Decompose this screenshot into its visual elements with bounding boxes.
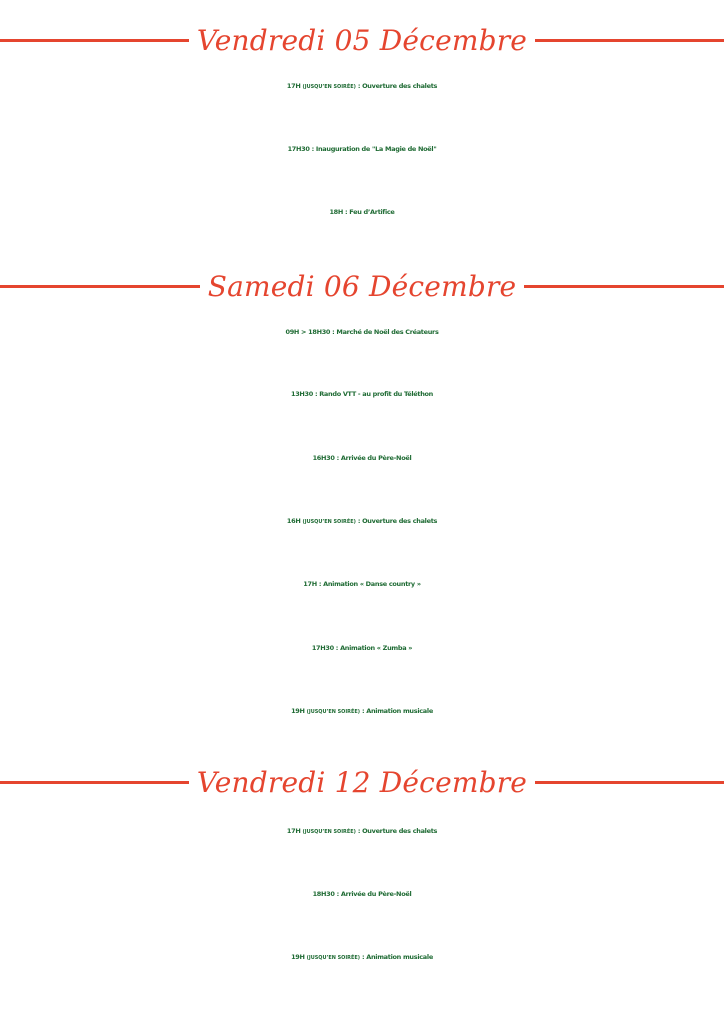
event-title — [0, 135, 724, 163]
divider-line — [0, 285, 200, 288]
event-time: 13H30 — [290, 390, 313, 398]
event-time-note: (JUSQU’EN SOIRÉE) — [302, 829, 356, 835]
event-detail — [0, 226, 724, 246]
event-title — [0, 380, 724, 408]
event-title — [0, 507, 724, 536]
event-time: 16H — [286, 517, 301, 525]
event-time: 09H > 18H30 — [285, 328, 331, 336]
event-item — [0, 880, 724, 928]
day-title: Samedi 06 Décembre — [207, 269, 517, 303]
event-label: : Animation musicale — [360, 707, 433, 715]
day-title: Vendredi 05 Décembre — [196, 23, 528, 57]
event-label: : Ouverture des chalets — [355, 517, 438, 525]
event-item — [0, 507, 724, 556]
event-time: 18H30 — [312, 890, 335, 898]
event-item — [0, 444, 724, 492]
event-item — [0, 72, 724, 121]
event-item — [0, 380, 724, 428]
divider-line — [0, 39, 189, 42]
event-item — [0, 318, 724, 366]
event-title — [0, 198, 724, 226]
day-header-3 — [0, 762, 724, 802]
event-label: : Arrivée du Père-Noël — [334, 454, 412, 462]
event-time: 19H — [291, 953, 305, 961]
divider-line — [0, 781, 189, 784]
divider-line — [535, 781, 724, 784]
event-label: : Animation musicale — [360, 953, 433, 961]
event-label: : Marché de Noël des Créateurs — [330, 328, 439, 336]
event-detail — [0, 163, 724, 183]
event-title — [0, 318, 724, 346]
event-time: 19H — [291, 707, 305, 715]
day-header-1 — [0, 20, 724, 60]
event-label: : Feu d’Artifice — [343, 208, 395, 216]
event-detail — [0, 346, 724, 366]
event-time: 18H — [329, 208, 344, 216]
event-detail — [0, 101, 724, 121]
event-title — [0, 72, 724, 101]
event-label: : Animation « Danse country » — [316, 580, 421, 588]
event-label: : Arrivée du Père-Noël — [334, 890, 412, 898]
event-item — [0, 135, 724, 183]
event-time: 17H — [303, 580, 317, 588]
event-item — [0, 570, 724, 618]
day-header-2 — [0, 266, 724, 306]
event-title — [0, 817, 724, 846]
event-time: 17H — [286, 827, 301, 835]
event-title — [0, 943, 724, 972]
event-detail — [0, 972, 724, 992]
divider-line — [524, 285, 724, 288]
event-label: : Ouverture des chalets — [355, 827, 438, 835]
event-title — [0, 697, 724, 726]
event-detail — [0, 598, 724, 618]
event-detail — [0, 726, 724, 746]
event-item — [0, 634, 724, 682]
event-detail — [0, 536, 724, 556]
event-detail — [0, 408, 724, 428]
event-title — [0, 570, 724, 598]
event-label: : Inauguration de "La Magie de Noël" — [309, 145, 437, 153]
event-time: 16H30 — [312, 454, 335, 462]
event-time: 17H30 — [287, 145, 310, 153]
event-time-note: (JUSQU’EN SOIRÉE) — [302, 519, 356, 525]
day-title: Vendredi 12 Décembre — [196, 765, 528, 799]
divider-line — [535, 39, 724, 42]
event-label: : Ouverture des chalets — [355, 82, 438, 90]
event-time-note: (JUSQU’EN SOIRÉE) — [302, 84, 356, 90]
event-label: : Rando VTT - au profit du Téléthon — [313, 390, 434, 398]
event-title — [0, 880, 724, 908]
event-item — [0, 198, 724, 246]
event-item — [0, 943, 724, 992]
event-item — [0, 697, 724, 746]
event-time: 17H30 — [311, 644, 334, 652]
event-detail — [0, 908, 724, 928]
event-title — [0, 444, 724, 472]
event-time: 17H — [286, 82, 301, 90]
event-detail — [0, 662, 724, 682]
event-detail — [0, 846, 724, 866]
event-title — [0, 634, 724, 662]
event-time-note: (JUSQU’EN SOIRÉE) — [306, 955, 360, 961]
event-label: : Animation « Zumba » — [333, 644, 413, 652]
event-item — [0, 817, 724, 866]
event-time-note: (JUSQU’EN SOIRÉE) — [306, 709, 360, 715]
event-detail — [0, 472, 724, 492]
